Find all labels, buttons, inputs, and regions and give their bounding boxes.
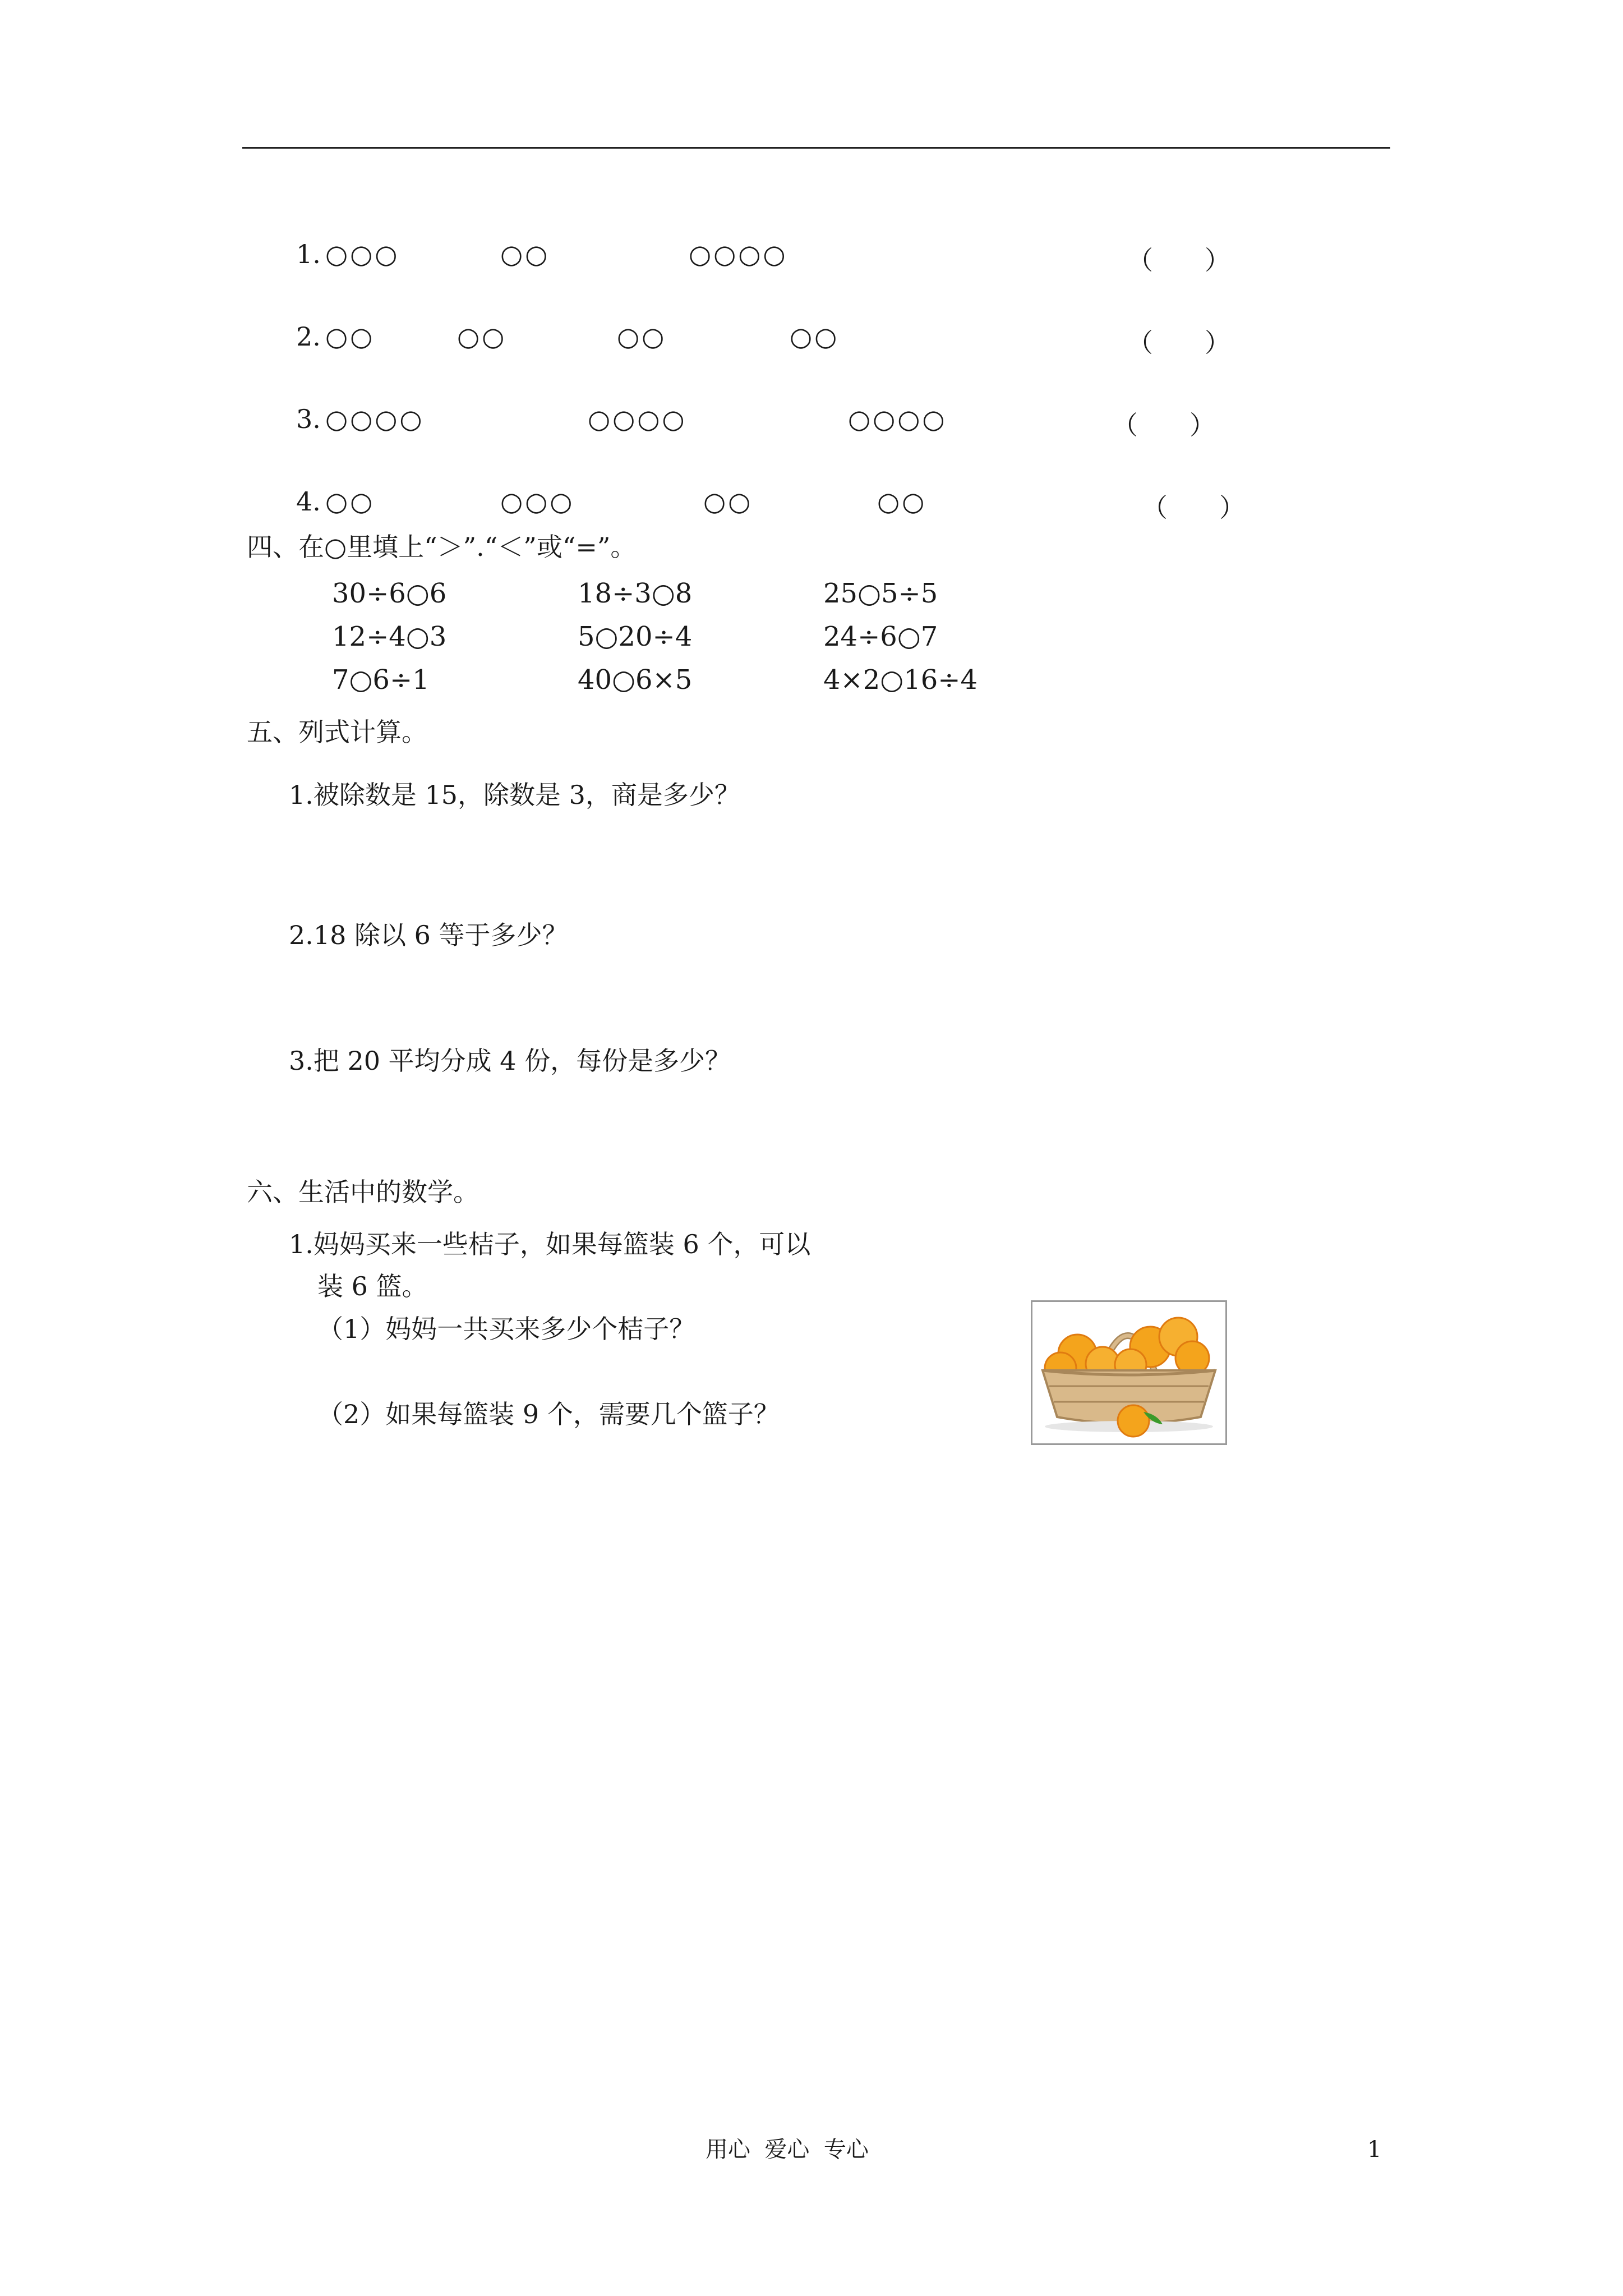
circle-group: ○○○ xyxy=(500,486,575,517)
comparison-item[interactable]: 24÷6○7 xyxy=(823,621,938,652)
comparison-item[interactable]: 4×2○16÷4 xyxy=(823,664,978,696)
comparison-item[interactable]: 40○6×5 xyxy=(578,664,693,696)
circle-group: ○○ xyxy=(790,321,840,352)
answer-parentheses[interactable]: （ ） xyxy=(1127,245,1230,275)
sub-question-2: （2）如果每篮装 9 个，需要几个篮子？ xyxy=(317,1399,780,1429)
word-problem-line-2: 装 6 篮。 xyxy=(317,1271,428,1301)
circle-group: ○○ xyxy=(325,486,375,517)
row-number: 1. xyxy=(296,239,321,269)
circle-group: ○○○○ xyxy=(689,239,788,269)
comparison-item[interactable]: 12÷4○3 xyxy=(332,621,447,652)
circle-group: ○○ xyxy=(500,239,550,269)
answer-parentheses[interactable]: （ ） xyxy=(1112,410,1215,440)
answer-parentheses[interactable]: （ ） xyxy=(1127,328,1230,358)
comparison-item[interactable]: 30÷6○6 xyxy=(332,578,447,609)
row-number: 2. xyxy=(296,321,321,352)
answer-parentheses[interactable]: （ ） xyxy=(1142,493,1245,523)
circle-group: ○○○○ xyxy=(325,404,425,434)
comparison-item[interactable]: 25○5÷5 xyxy=(823,578,938,609)
orange-basket-picture xyxy=(1031,1300,1227,1445)
circle-group: ○○ xyxy=(703,486,753,517)
section6-title: 六、生活中的数学。 xyxy=(247,1177,479,1207)
question-2: 2.18 除以 6 等于多少？ xyxy=(289,920,568,950)
circle-group: ○○ xyxy=(325,321,375,352)
word-problem-line-1: 1.妈妈买来一些桔子，如果每篮装 6 个，可以 xyxy=(289,1229,811,1259)
circle-group: ○○ xyxy=(877,486,927,517)
page-number: 1 xyxy=(1367,2137,1382,2162)
section4-title: 四、在○里填上“＞”.“＜”或“=”。 xyxy=(247,532,637,562)
row-number: 4. xyxy=(296,486,321,517)
row-number: 3. xyxy=(296,404,321,434)
footer-motto: 用心 爱心 专心 xyxy=(706,2137,869,2162)
question-3: 3.把 20 平均分成 4 份，每份是多少？ xyxy=(289,1046,731,1076)
question-1: 1.被除数是 15，除数是 3，商是多少？ xyxy=(289,780,740,810)
section5-title: 五、列式计算。 xyxy=(247,717,427,747)
comparison-item[interactable]: 7○6÷1 xyxy=(332,664,430,696)
circle-group: ○○ xyxy=(457,321,507,352)
comparison-item[interactable]: 18÷3○8 xyxy=(578,578,693,609)
circle-group: ○○ xyxy=(617,321,667,352)
comparison-item[interactable]: 5○20÷4 xyxy=(578,621,693,652)
sub-question-1: （1）妈妈一共买来多少个桔子？ xyxy=(317,1314,695,1344)
circle-group: ○○○ xyxy=(325,239,400,269)
circle-group: ○○○○ xyxy=(848,404,947,434)
circle-group: ○○○○ xyxy=(588,404,687,434)
orange-basket-icon xyxy=(1032,1302,1225,1443)
header-rule xyxy=(242,147,1390,149)
